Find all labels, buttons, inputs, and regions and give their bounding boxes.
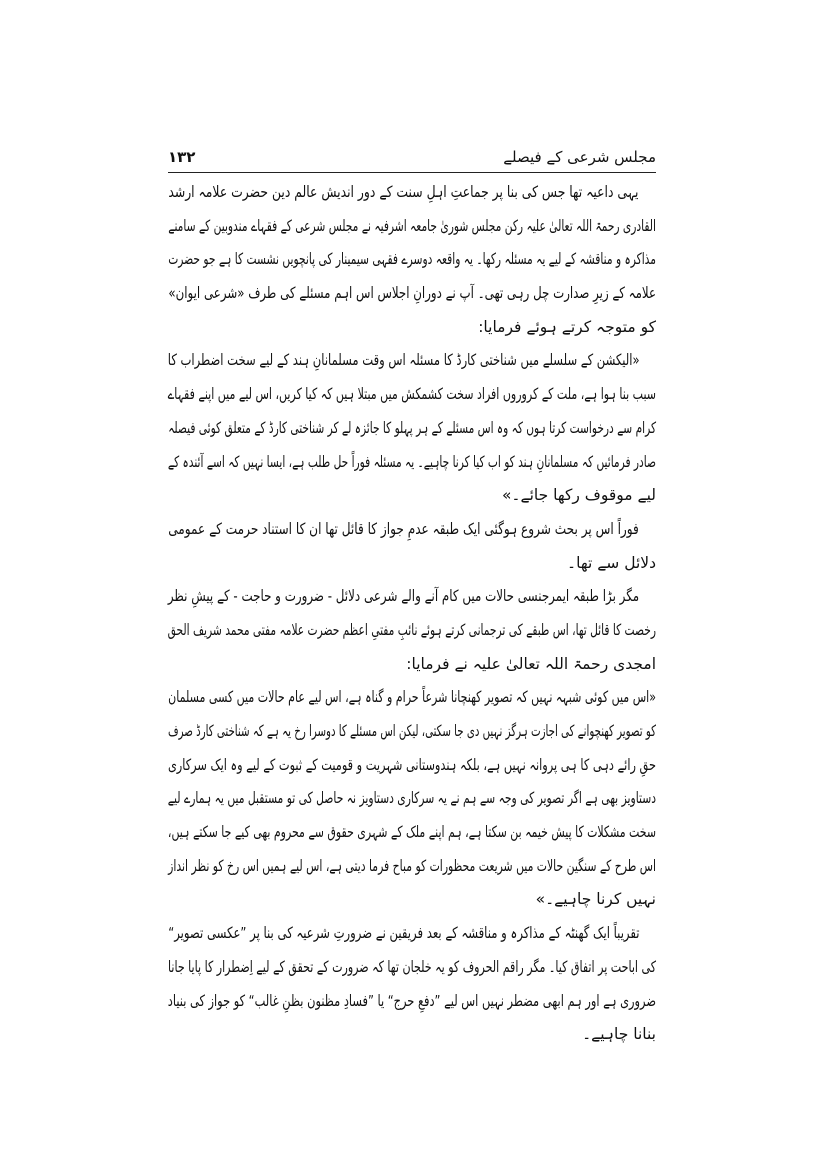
page-body-text [168,176,656,1052]
text-line: بنانا چاہیے۔ [582,1025,656,1044]
text-line: علامہ کے زیرِ صدارت چل رہی تھی۔ آپ نے دورانِ اجلاس اس اہم مسئلے کی طرف «شرعی ایوان» [168,284,656,303]
text-line: دستاویز بھی ہے اگر تصویر کی وجہ سے ہم نے یہ سرکاری دستاویز نہ حاصل کی تو مستقبل میں یہ ہمارے لیے [167,789,657,808]
text-line: القادری رحمۃ اللہ تعالیٰ علیہ رکن مجلس شوریٰ جامعہ اشرفیہ نے مجلس شرعی کے فقہاے مندوبین کے سامنے [168,216,657,235]
text-line: کو تصویر کھنچوانے کی اجازت ہرگز نہیں دی جا سکتی، لیکن اس مسئلے کا دوسرا رخ یہ ہے کہ شناختی کارڈ صرف [168,722,656,740]
page-number: ۱۳۲ [168,148,196,166]
text-line: کو متوجہ کرتے ہوئے فرمایا: [478,317,656,336]
text-line: ضروری ہے اور ہم ابھی مضطر نہیں اس لیے ”دفعِ حرج“ یا ”فسادِ مظنون بظنِ غالب“ کو جواز کی بنیاد [167,991,656,1010]
text-line: مگر بڑا طبقہ ایمرجنسی حالات میں کام آنے والے شرعی دلائل - ضرورت و حاجت - کے پیشِ نظر [167,587,640,606]
text-line: «الیکشن کے سلسلے میں شناختی کارڈ کا مسئلہ اس وقت مسلمانانِ ہند کے لیے سخت اضطراب کا [167,351,640,370]
text-line: سبب بنا ہوا ہے، ملت کے کروروں افراد سخت کشمکش میں مبتلا ہیں کہ کیا کریں، اس لیے میں اپنے فقہاے [167,385,656,404]
text-line: فوراً اس پر بحث شروع ہوگئی ایک طبقہ عدمِ جواز کا قائل تھا ان کا استناد حرمت کے عمومی [168,519,639,538]
text-line: «اس میں کوئی شبہہ نہیں کہ تصویر کھنچانا شرعاً حرام و گناہ ہے، اس لیے عام حالات میں کسی مسلمان [168,688,656,707]
text-line: مذاکرہ و مناقشہ کے لیے یہ مسئلہ رکھا۔ یہ واقعہ دوسرے فقہی سیمینار کی پانچویں نشست کا ہے جو حضرت [168,250,657,269]
running-header [168,148,656,173]
text-line: کرام سے درخواست کرتا ہوں کہ وہ اس مسئلے کے ہر پہلو کا جائزہ لے کر شناختی کارڈ کے متعلق کوئی فیصلہ [168,418,656,437]
text-line: لیے موقوف رکھا جائے۔» [501,486,656,505]
text-line: رخصت کا قائل تھا، اس طبقے کی ترجمانی کرتے ہوئے نائبِ مفتیِ اعظم حضرت علامہ مفتی محمد شریف الحق [167,620,656,639]
text-line: تقریباً ایک گھنٹہ کے مذاکرہ و مناقشہ کے بعد فریقین نے ضرورتِ شرعیہ کی بنا پر ”عکسی تصویر“ [168,924,640,943]
text-line: صادر فرمائیں کہ مسلمانانِ ہند کو اب کیا کرنا چاہیے۔ یہ مسئلہ فوراً حل طلب ہے، ایسا نہیں کہ اسے آئندہ کے [167,452,656,471]
text-line: کی اباحت پر اتفاق کیا۔ مگر راقم الحروف کو یہ خلجان تھا کہ ضرورت کے تحقق کے لیے اِضطرار کا پایا جانا [168,957,656,976]
text-line: دلائل سے تھا۔ [567,553,656,572]
text-line: حقِ رائے دہی کا ہی پروانہ نہیں ہے، بلکہ ہندوستانی شہریت و قومیت کے ثبوت کے لیے وہ ایک سرکاری [167,755,656,774]
book-title: مجلس شرعی کے فیصلے [503,148,656,166]
text-line: اس طرح کے سنگین حالات میں شریعت محظورات کو مباح فرما دیتی ہے، اس لیے ہمیں اس رخ کو نظر انداز [168,856,656,875]
text-line: نہیں کرنا چاہیے۔» [535,890,656,909]
text-line: یہی داعیہ تھا جس کی بنا پر جماعتِ اہلِ سنت کے دور اندیش عالم دین حضرت علامہ ارشد [168,183,639,201]
text-line: امجدی رحمۃ اللہ تعالیٰ علیہ نے فرمایا: [406,654,656,673]
text-line: سخت مشکلات کا پیش خیمہ بن سکتا ہے، ہم اپنے ملک کے شہری حقوق سے محروم بھی کیے جا سکتے ہیں، [167,823,657,842]
